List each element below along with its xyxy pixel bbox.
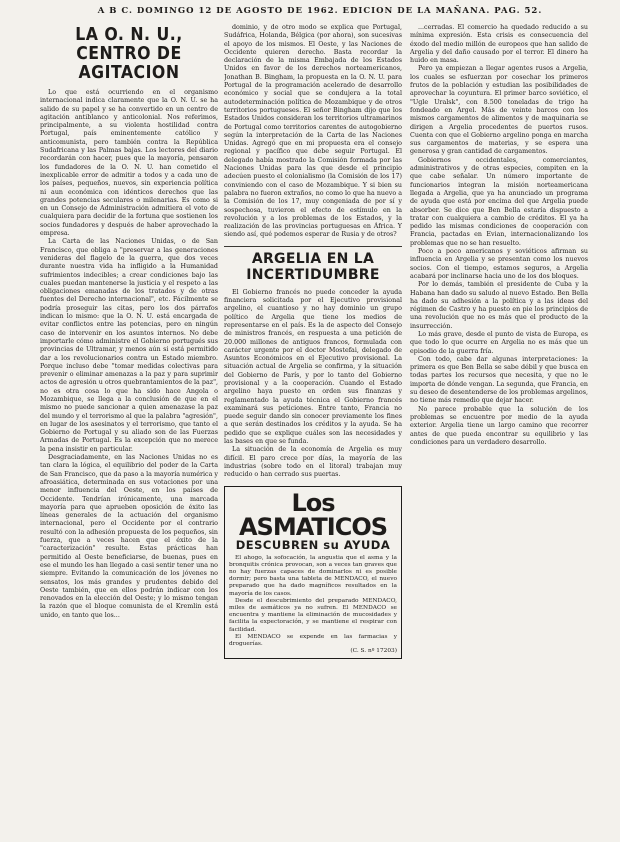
article-paragraph: Lo que está ocurriendo en el organismo internacional indica claramente que la O. N. U. se ha salido de su papel y se ha convertido en un centro de agitación antiblanco y anticolonial. Nos referimos, principalmente, a su violenta hostilidad contra Portugal, país eminentemente católico y anticomunista, pero también contra la República Sudafricana y las Palmas bajas. Los lectores del diario recordarán con hacer, pues que la mayoría, pensaron los fundadores de la O. N. U. han cometido el inexplicable error de admitir a todos y a cada uno de los países, pequeños, nuevos, sin experiencia política ni aun económica con idénticos derechos que las grandes potencias seculares o milenarias. Es como si en un Consejo de Administración admitiera el voto de cualquiera para decidir de la fortuna que sostienen los socios fundadores y después de haber aprovechado la empresa.: [40, 89, 218, 238]
advertisement-box: [224, 486, 402, 660]
article-title-onu: LA O. N. U., CENTRO DE AGITACION: [75, 25, 183, 83]
article-title-argelia: ARGELIA EN LA INCERTIDUMBRE: [246, 250, 380, 283]
divider: [224, 246, 402, 247]
article-paragraph: La Carta de las Naciones Unidas, o de San Francisco, que obliga a "preservar a las generaciones venideras del flagelo de la guerra, que dos veces durante nuestra vida ha infligido a la Humanidad sufrimientos indecibles; a crear condiciones bajo las cuales puedan mantenerse la justicia y el respeto a las obligaciones emanadas de los tratados y de otras fuentes del Derecho internacional", etc. Fácilmente se podría proseguir las citas, pero los dos párrafos indican lo mismo: que la O. N. U. está encargada de evitar conflictos entre las potencias, pero en ningún caso de intervenir en los asuntos internos. No debe importarle cómo administre el Gobierno portugués sus provincias de Ultramar, y menos aún si está permitido dar a los revolucionarios contra un Estado miembro. Porque incluso debe "tomar medidas colectivas para prevenir o eliminar amenazas a la paz y para suprimir actos de agresión u otros quebrantamientos de la paz", no es otra cosa lo que ha sido hace Angola o Mozambique, se llega a la conclusión de que en el mismo no puede sancionar a quien amenazase la paz del mundo y el terrorismo al que la palabra "agresión", en lugar de los asesinatos y el terrorismo, que tanto el Gobierno de Portugal y su aliado son de las Fuerzas Armadas de Portugal. Es la excepción que no merece la pena insistir en particular.: [40, 238, 218, 453]
article-paragraph: Con todo, cabe dar algunas interpretaciones: la primera es que Ben Bella se sabe débil y que busca en todas partes los recursos que necesita, y que no le importa de dónde vengan. La segunda, que Francia, en su deseo de desentenderse de los problemas argelinos, no tiene más remedio que dejar hacer.: [410, 355, 588, 405]
article-paragraph: Desgraciadamente, en las Naciones Unidas no es tan clara la lógica, el equilibrio del poder de la Carta de San Francisco, que da paso a la mayoría numérica y afroasiática, determinada en sus votaciones por una menor influencia del Oeste, en los países de Occidente. Tendrían irónicamente, una marcada mayoría para que aprueben oposición de éxito las líneas generales de la actuación del organismo internacional, pero el Occidente por el contrario resultó con la adhesión propuesta de los pequeños, sin fuerza, que a veces hacen que el éxito de la "caracterización" resulte. Estas prácticas han permitido al Oeste beneficiarse, de buenas, pues en ese el mundo les han llegado a casi sentir tener una no siempre. Evitando la comunicación de los jóvenes no sensatos, los más grandes y prudentes debido del Oeste también, que en ellos podrán indicar con los renovados en la elección del Oeste; y lo mismo tengan la razón que el bloque comunista de el Kremlin está unido, en tanto que los...: [40, 454, 218, 619]
article-paragraph: No parece probable que la solución de los problemas se encuentre por medio de la ayuda exterior. Argelia tiene un largo camino que recorrer antes de que pueda encontrar su equilibrio y las condiciones para un verdadero desarrollo.: [410, 405, 588, 446]
column-3: [410, 24, 588, 836]
article-paragraph: ...cerradas. El comercio ha quedado reducido a su mínima expresión. Esta crisis es consecuencia del éxodo del medio millón de europeos que han salido de Argelia y del daño causado por el terror. El dinero ha huido en masa.: [410, 24, 588, 65]
article-paragraph: Gobiernos occidentales, comerciantes, administrativos y de otras especies, compiten en la que cabe señalar. Un número importante de funcionarios integran la misión norteamericana llegada a Argelia, que ya ha anunciado un programa de ayuda que está por encima del que Argelia puede absorber. Se dice que Ben Bella estaría dispuesto a tratar con cualquiera a cambio de créditos. El ya ha pedido las mismas condiciones de cooperación con Francia, pactadas en Evian, internacionalizando los problemas que no se han resuelto.: [410, 156, 588, 247]
column-2: [224, 24, 402, 836]
ad-paragraph: El MENDACO se expende en las farmacias y droguerías.: [229, 633, 397, 647]
ad-paragraph: El ahogo, la sofocación, la angustia que el asma y la bronquitis crónica provocan, son a veces tan graves que no hay fuerzas capaces de dominarlos ni es posible dormir; pero basta una tableta de MENDACO, el nuevo preparado que ha dado magníficos resultados en la mayoría de los casos.: [229, 554, 397, 597]
article-paragraph: dominio, y de otro modo se explica que Portugal, Sudáfrica, Holanda, Bélgica (por ahora), son sucesivas el apoyo de los mismos. El Oeste, y las Naciones de Occidente quieren derecho. Basta recordar la declaración de la misma Embajada de los Estados Unidos en favor de los derechos norteamericanos, Jonathan B. Bingham, la propuesta en la O. N. U. para Portugal de la programación acelerado de desarrollo económico y social que se condujera a la total autodeterminación política de Mozambique y de otros territorios portugueses. El señor Bingham dijo que los Estados Unidos consideran los territorios ultramarinos de Portugal como territorios carentes de autogobierno según la interpretación de la Carta de las Naciones Unidas. Agregó que en mi propuesta era el consejo regional y pacífico que debe seguir Portugal. El delegado había mostrado la Comisión formada por las Naciones Unidas para las que desde el principio adecúen puesto el colonialismo (la Comisión de los 17) conviniendo con el caso de Mozambique. Y si bien su palabra no fueron extraños, no como lo que ha nuevo a la Comisión de los 17, muy congeniada de por sí y sospechosa, tuvieron el efecto de estímulo en la revolución y a los problemas de los Estados, y la realización de las provincias portuguesas en África. Y siendo así, qué podemos esperar de Rusia y de otros?: [224, 24, 402, 239]
ad-reference: (C. S. nº 17203): [350, 648, 397, 655]
article-paragraph: Pero ya empiezan a llegar agentes rusos a Argelia, los cuales se esfuerzan por cosechar los primeros frutos de la población y estudian las posibilidades de aprovechar la coyuntura. El primer barco soviético, el "Ugle Uralsk", con 8.500 toneladas de trigo ha fondeado en Argel. Más de veinte barcos con los mismos cargamentos de alimentos y de maquinaria se dirigen a Argelia procedentes de puertos rusos. Cuenta con que el Gobierno argelino ponga en marcha sus cargamentos de materias, y se espera una generosa y gran cantidad de cargamentos.: [410, 65, 588, 156]
ad-headline: Los ASMATICOS: [238, 488, 388, 541]
article-paragraph: La situación de la economía de Argelia es muy difícil. El paro crece por días, la mayoría de las industrias (sobre todo en el litoral) trabajan muy reducido o han cerrado sus puertas.: [224, 446, 402, 479]
ad-subline: DESCUBREN su AYUDA: [235, 537, 391, 552]
article-paragraph: Poco a poco americanos y soviéticos afirman su influencia en Argelia y se presentan como los nuevos socios. Con el tiempo, estamos seguros, a Argelia acabará por inclinarse hacia uno de los dos bloques.: [410, 248, 588, 280]
page-header: A B C. DOMINGO 12 DE AGOSTO DE 1962. EDICION DE LA MAÑANA. PAG. 52.: [97, 6, 543, 16]
column-1: [40, 24, 218, 836]
article-paragraph: Lo más grave, desde el punto de vista de Europa, es que todo lo que ocurre en Argelia no es más que un episodio de la guerra fría.: [410, 330, 588, 355]
article-paragraph: Por lo demás, también el presidente de Cuba y la Habana han dado su saludo al nuevo Estado. Ben Bella ha dado su adhesión a la política y a las ideas del régimen de Castro y ha puesto en pie los principios de una revolución que no es más que el producto de la insurrección.: [410, 281, 588, 330]
ad-paragraph: Desde el descubrimiento del preparado MENDACO, miles de asmáticos ya no sufren. El MENDACO se encuentra y mantiene la eliminación de mucosidades y facilita la expectoración, y se mantiene el respirar con facilidad.: [229, 597, 397, 633]
article-paragraph: El Gobierno francés no puede conceder la ayuda financiera solicitada por el Ejecutivo provisional argelino, el cuantioso y no hay dominio un grupo político de Argelia que tiene los medios de representarse en el país. Es la de aspecto del Consejo de ministros francés, en respuesta a una petición de 20.000 millones de antiguos francos, formulada con carácter urgente por el doctor Mostefai, delegado de Asuntos Económicos en el Ejecutivo provisional. La situación actual de Argelia se confirma, y la situación del Gobierno de París, y por lo tanto del Gobierno provisional y a la cooperación. Cuando el Estado argelino haya puesto en orden sus finanzas y reglamentado la ayuda técnica el Gobierno francés examinará sus peticiones. Entre tanto, Francia no puede seguir dando sin conocer previamente los fines a que serán destinados los créditos y la ayuda. Se ha pedido que se explique cuáles son las necesidades y las bases en que se funda.: [224, 288, 402, 446]
ad-text: [229, 555, 397, 656]
